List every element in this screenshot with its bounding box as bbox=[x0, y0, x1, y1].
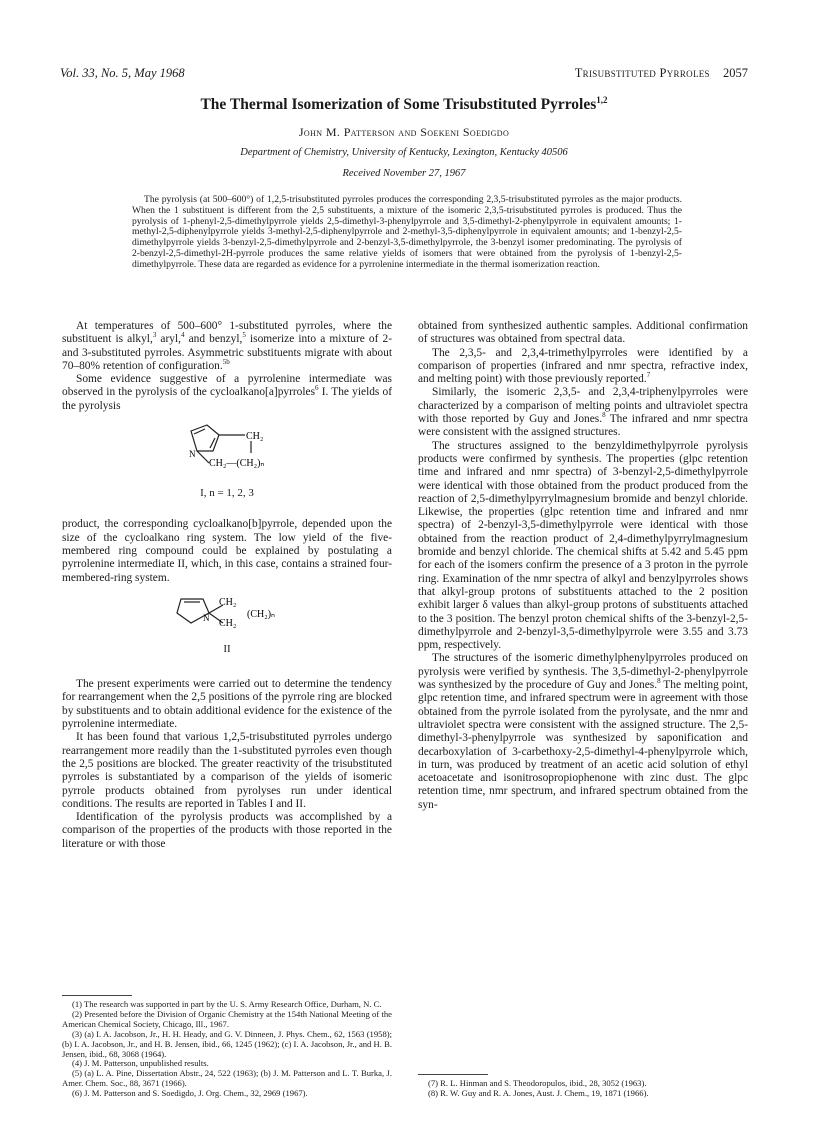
structure-II-figure bbox=[147, 591, 307, 639]
ref-marker: 8 bbox=[657, 677, 661, 686]
struct1-ch2: CH₂ bbox=[246, 431, 264, 443]
footnotes-left bbox=[62, 1000, 392, 1099]
left-column bbox=[62, 320, 392, 851]
ref-marker: 7 bbox=[646, 371, 651, 380]
footnotes-right bbox=[418, 1079, 748, 1099]
paragraph: The structures assigned to the benzyldimethylpyrrole pyrolysis products were confirmed by synthesis. The properties (glpc retention time and infrared and nmr spectra) of 3-benzyl-2,5-dimethylpyrrole were identical with those obtained from the product produced from the reaction of 2,5-dimethylpyrrylmagnesium bromide and benzyl chloride. Likewise, the properties (glpc retention time and infrared and nmr spectra) of 2-benzyl-3,5-dimethylpyrrole were identical with those obtained from the reaction product of 2,4-dimethylpyrrylmagnesium bromide and benzyl chloride. The chemical shifts at 5.42 and 5.45 ppm for each of the isomers confirm the presence of a 3 proton in the pyrrole ring. Examination of the nmr spectra of alkyl and benzylpyrroles shows that alkyl-group protons of substituents attached to the 2 position exhibit larger δ values than alkyl-group protons of substituents attached to the 3 position. The benzyl proton chemical shifts of the 3-benzyl-2,5-dimethylpyrrole and 2-benzyl-3,5-dimethylpyrrole were 3.55 and 3.73 ppm, respectively. bbox=[418, 439, 748, 652]
footnote: (1) The research was supported in part by the U. S. Army Research Office, Durham, N. C. bbox=[72, 999, 382, 1009]
authors: John M. Patterson and Soekeni Soedigdo bbox=[298, 125, 510, 139]
ref-marker: 3 bbox=[152, 331, 157, 340]
footnote: (3) (a) I. A. Jacobson, Jr., H. H. Heady, and G. V. Dinneen, J. Phys. Chem., 62, 1563 (1958); (b) I. A. Jacobson, Jr., and H. B. Jensen, ibid., 66, 1245 (1962); (c) I. A. Jacobson, Jr., and H. B. Jensen, ibid., 68, 3068 (1964). bbox=[62, 1028, 392, 1059]
article-title-text: The Thermal Isomerization of Some Trisubstituted Pyrroles bbox=[200, 96, 597, 114]
struct2-n: N bbox=[203, 612, 210, 623]
short-title: Trisubstituted Pyrroles bbox=[574, 66, 710, 80]
ref-marker: 5b bbox=[222, 358, 230, 367]
paragraph: Identification of the pyrolysis products was accomplished by a comparison of the properties of the products with those reported in the literature or with those bbox=[62, 811, 392, 850]
struct1-n: N bbox=[189, 449, 196, 460]
struct1-chain: CH₂—(CH₂)ₙ bbox=[209, 458, 265, 470]
footnote: (5) (a) L. A. Pine, Dissertation Abstr., 24, 522 (1963); (b) J. M. Patterson and L. T. Burka, J. Amer. Chem. Soc., 88, 3671 (1966). bbox=[62, 1068, 392, 1089]
paragraph: obtained from synthesized authentic samples. Additional confirmation of structures was obtained from spectral data. bbox=[418, 320, 748, 346]
footnote-rule bbox=[62, 995, 132, 996]
footnote: (4) J. M. Patterson, unpublished results. bbox=[72, 1058, 209, 1069]
ref-marker: 4 bbox=[180, 331, 185, 340]
journal-volume: Vol. 33, No. 5, May 1968 bbox=[60, 66, 185, 80]
title-footnote-ref: 1,2 bbox=[596, 95, 608, 105]
paragraph: product, the corresponding cycloalkano[b]pyrrole, depended upon the size of the cycloalkano ring system. The low yield of the five-membered ring compound could be explained by postulating a pyrrolenine intermediate II, which, in this case, contains a strained four-membered-ring system. bbox=[62, 518, 392, 584]
struct2-chain: (CH₂)ₙ bbox=[247, 608, 276, 620]
footnote: (7) R. L. Hinman and S. Theodoropulos, ibid., 28, 3052 (1963). bbox=[428, 1078, 647, 1088]
footnote: (6) J. M. Patterson and S. Soedigdo, J. Org. Chem., 32, 2969 (1967). bbox=[72, 1088, 308, 1099]
paragraph: Similarly, the isomeric 2,3,5- and 2,3,4-triphenylpyrroles were characterized by a comparison of melting points and ultraviolet spectra with those reported by Guy and Jones.$^8$ The infrared and nmr spectra were consistent with the assigned structures. bbox=[418, 386, 748, 439]
running-head-right bbox=[575, 66, 748, 81]
article-title bbox=[60, 95, 748, 114]
paragraph: Some evidence suggestive of a pyrrolenine intermediate was observed in the pyrolysis of the cycloalkano[a]pyrroles$^6$ I. The yields of the pyrolysis bbox=[62, 373, 393, 412]
right-column bbox=[418, 320, 748, 812]
struct2-ch2b: CH₂ bbox=[219, 617, 237, 629]
ref-marker: 8 bbox=[602, 411, 606, 420]
paragraph: The 2,3,5- and 2,3,4-trimethylpyrroles were identified by a comparison of properties (infrared and nmr spectra, refractive index, and melting point) with those previously reported.$^7$ bbox=[418, 346, 748, 386]
ref-marker: 6 bbox=[315, 384, 319, 393]
running-head bbox=[60, 66, 748, 82]
paragraph: The present experiments were carried out to determine the tendency for rearrangement when the 2,5 positions of the pyrrole ring are blocked by substituents and to obtain additional evidence for the existence of the pyrrolenine intermediate. bbox=[62, 678, 392, 731]
paragraph: The structures of the isomeric dimethylphenylpyrroles produced on pyrolysis were verified by synthesis. The 3,5-dimethyl-2-phenylpyrrole was synthesized by the procedure of Guy and Jones.$^8$ The melting point, glpc retention time, and infrared spectrum were in agreement with those obtained from the pyrrole isolated from the pyrolysate, and the nmr and ultraviolet spectra were consistent with the assigned structure. The 2,5-dimethyl-3-phenylpyrrole was synthesized by saponification and decarboxylation of 3-carbethoxy-2,5-dimethyl-4-phenylpyrrole which, in turn, was produced by treatment of an acetic acid solution of ethyl acetoacetate and isonitrosopropiophenone with zinc dust. The glpc retention time, nmr spectrum, and infrared spectrum obtained from the syn- bbox=[418, 652, 748, 811]
footnote-rule bbox=[418, 1074, 488, 1075]
received-date: Received November 27, 1967 bbox=[342, 168, 466, 179]
structure-I-figure bbox=[147, 419, 307, 483]
structure-II-label: II bbox=[223, 642, 231, 655]
ref-marker: 5 bbox=[242, 331, 246, 340]
structure-I-label: I, n = 1, 2, 3 bbox=[200, 487, 254, 500]
paragraph: At temperatures of 500–600° 1-substituted pyrroles, where the substituent is alkyl,$^3$ aryl,$^4$ and benzyl,$^5$ isomerize into a mixture of 2- and 3-substituted pyrroles. Asymmetric substituents migrate with about 70–80% retention of configuration.$^{5b}$ bbox=[62, 320, 393, 372]
paragraph: It has been found that various 1,2,5-trisubstituted pyrroles undergo rearrangement more readily than the 1-substituted pyrroles even though the 2,5 positions are blocked. The greater reactivity of the trisubstituted pyrroles is substantiated by a comparison of the yields of isomeric pyrrole products obtained from pyrolyses run under identical conditions. The results are reported in Tables I and II. bbox=[62, 731, 392, 810]
footnote: (2) Presented before the Division of Organic Chemistry at the 154th National Meeting of the American Chemical Society, Chicago, Ill., 1967. bbox=[62, 1008, 392, 1029]
footnote: (8) R. W. Guy and R. A. Jones, Aust. J. Chem., 19, 1871 (1966). bbox=[428, 1087, 649, 1098]
abstract: The pyrolysis (at 500–600°) of 1,2,5-trisubstituted pyrroles produces the corresponding 2,3,5-trisubstituted pyrroles as the major products. When the 1 substituent is different from the 2,5 substituents, a mixture of the isomeric 2,3,5-trisubstituted pyrroles is produced. Thus the pyrolysis of 1-phenyl-2,5-dimethylpyrrole yields 2,5-dimethyl-3-phenylpyrrole and 3,5-dimethyl-2-phenylpyrrole in equivalent amounts; 1-methyl-2,5-diphenylpyrrole yields 3-methyl-2,5-diphenylpyrrole and 2-methyl-3,5-diphenylpyrrole in equivalent amounts; and 1-benzyl-2,5-dimethylpyrrole yields 3-benzyl-2,5-dimethylpyrrole and 2-benzyl-3,5-dimethylpyrrole, the 3-benzyl isomer predominating. The pyrolysis of 2-benzyl-2,5-dimethyl-2H-pyrrole produces the same relative yields of isomers that were obtained from the pyrolysis of 1-benzyl-2,5-dimethylpyrrole. These data are regarded as evidence for a pyrrolenine intermediate in the thermal isomerization reaction. bbox=[132, 194, 682, 270]
affiliation: Department of Chemistry, University of Kentucky, Lexington, Kentucky 40506 bbox=[240, 147, 568, 158]
page-number: 2057 bbox=[723, 66, 748, 80]
struct2-ch2a: CH₂ bbox=[219, 596, 237, 608]
